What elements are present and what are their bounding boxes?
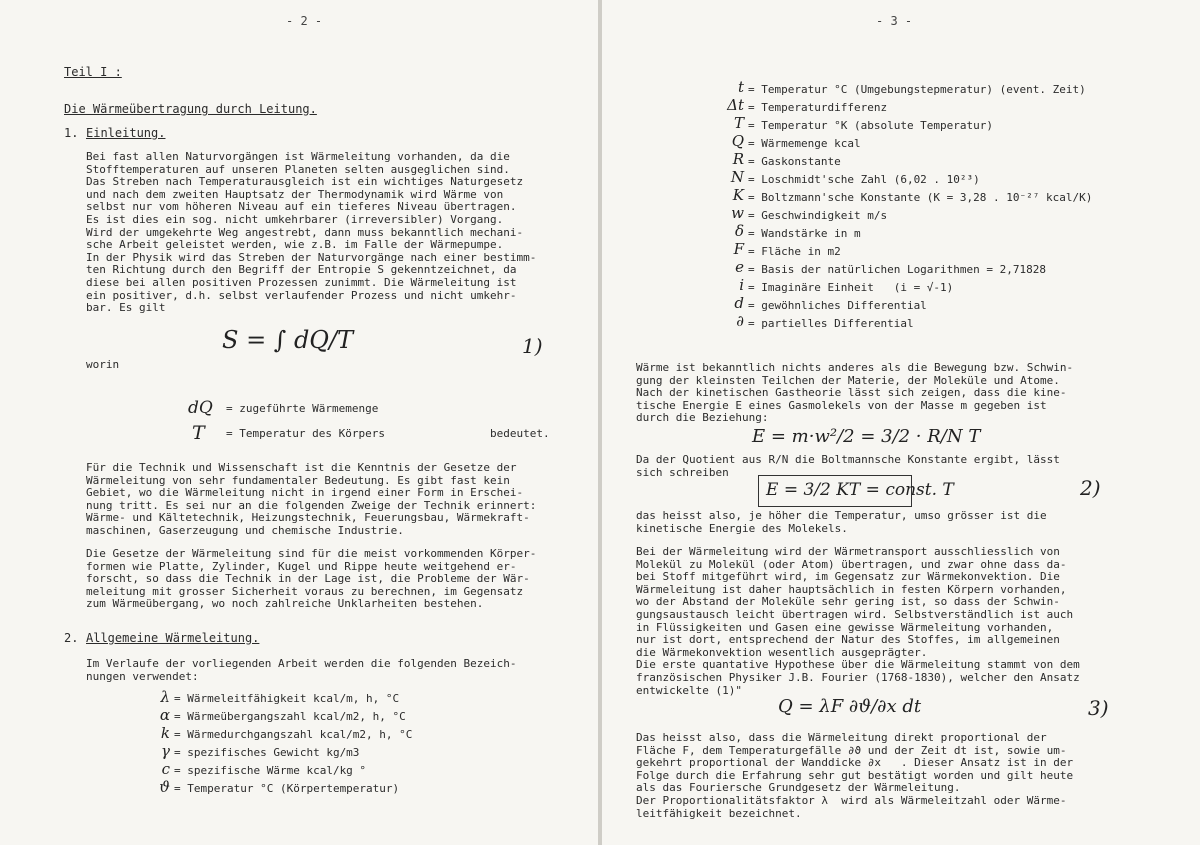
definition-partial: = partielles Differential (748, 317, 914, 330)
kinetic-paragraph: Wärme ist bekanntlich nichts anderes als die Bewegung bzw. Schwin- gung der kleinsten Teilchen der Materie, der Moleküle und Atome. Nach der kinetischen Gastheorie lässt sich zeigen, dass die kine- tische Energie E eines Gasmolekels von der Masse m gegeben ist durch die Beziehung: (636, 361, 1074, 425)
symbol-T: T (733, 114, 744, 132)
intro-paragraph: Bei fast allen Naturvorgängen ist Wärmeleitung vorhanden, da die Stofftemperaturen auf unseren Planeten selten ausgeglichen sind. Das Streben nach Temperaturausgleich ist ein wichtiges Naturgesetz und nach dem zweiten Hauptsatz der Thermodynamik wird Wärme von selbst nur vom höheren Niveau auf ein tieferes Niveau übertragen. Es ist dies ein sog. nicht umkehrbarer (irreversibler) Vorgang. Wird der umgekehrte Weg angestrebt, dann muss bekanntlich mechani- sche Arbeit geleistet werden, wie z.B. im Falle der Wärmepumpe. In der Physik wird das Streben der Naturvorgänge nach einer bestimm- ten Richtung durch den Begriff der Entropie S gekenntzeichnet, da diese bei allen positiven Prozessen zunimmt. Die Wärmeleitung ist ein positiver, d.h. selbst verlaufender Prozess und nicht umkehr- bar. Es gilt (86, 150, 537, 315)
symbol-R: R (732, 150, 744, 168)
definition-c: = spezifische Wärme kcal/kg ° (174, 764, 367, 777)
temperature-paragraph: das heisst also, je höher die Temperatur, umso grösser ist die kinetische Energie des Molekels. (636, 509, 1047, 535)
fourier-paragraph: Das heisst also, dass die Wärmeleitung direkt proportional der Fläche F, dem Temperaturgefälle ∂ϑ und der Zeit dt ist, sowie um- gekehrt proportional der Wanddicke ∂x . Dieser Ansatz ist in der Folge durch die Erfahrung sehr gut bestätigt worden und gilt heute als das Fouriersche Grundgesetz der Wärmeleitung. Der Proportionalitätsfaktor λ wird als Wärmeleitzahl oder Wärme- leitfähigkeit bezeichnet. (636, 731, 1074, 820)
symbol-dq: dQ (188, 398, 213, 418)
symbol-t-small: t (737, 78, 744, 96)
symbol-partial: ∂ (736, 312, 744, 330)
part-heading: Teil I : (64, 65, 122, 79)
page-number: - 2 - (286, 14, 323, 28)
symbol-F: F (733, 240, 744, 258)
symbol-d: d (734, 294, 744, 312)
definition-t: = Temperatur des Körpers (226, 427, 385, 440)
page-number: - 3 - (876, 14, 913, 28)
definition-i: = Imaginäre Einheit (i = √-1) (748, 281, 954, 294)
section1-title: Einleitung. (86, 126, 166, 140)
definition-e: = Basis der natürlichen Logarithmen = 2,71828 (748, 263, 1047, 276)
formula-1-number: 1) (522, 334, 543, 358)
symbol-c: c (161, 760, 170, 778)
formula-2-number: 2) (1080, 476, 1101, 500)
definition-theta: = Temperatur °C (Körpertemperatur) (174, 782, 400, 795)
quotient-paragraph: Da der Quotient aus R/N die Boltmannsche Konstante ergibt, lässt sich schreiben (636, 453, 1060, 479)
symbol-theta: ϑ (159, 778, 170, 796)
symbol-i: i (739, 276, 744, 294)
definition-d: = gewöhnliches Differential (748, 299, 927, 312)
energy-formula: E = m·w²/2 = 3/2 · R/N T (752, 426, 981, 447)
definition-N: = Loschmidt'sche Zahl (6,02 . 10²³) (748, 173, 980, 186)
bedeutet-label: bedeutet. (490, 427, 550, 440)
symbol-K: K (732, 186, 744, 204)
definition-dq: = zugeführte Wärmemenge (226, 402, 379, 415)
symbol-delta: δ (734, 222, 744, 240)
definition-lambda: = Wärmeleitfähigkeit kcal/m, h, °C (174, 692, 400, 705)
symbol-lambda: λ (160, 688, 170, 706)
formula-3-number: 3) (1088, 696, 1109, 720)
definition-w: = Geschwindigkeit m/s (748, 209, 888, 222)
symbol-Q: Q (731, 132, 744, 150)
entropy-formula: S = ∫ dQ/T (222, 326, 354, 354)
definition-Q: = Wärmemenge kcal (748, 137, 861, 150)
definition-t-small: = Temperatur °C (Umgebungstepmeratur) (event. Zeit) (748, 83, 1086, 96)
symbol-N: N (730, 168, 744, 186)
page-right (602, 0, 1200, 845)
formula-2: E = 3/2 KT = const. T (766, 480, 954, 500)
section2-intro: Im Verlaufe der vorliegenden Arbeit werden die folgenden Bezeich- nungen verwendet: (86, 657, 517, 683)
symbol-e: e (735, 258, 744, 276)
definition-k: = Wärmedurchgangszahl kcal/m2, h, °C (174, 728, 413, 741)
symbol-t: T (192, 422, 205, 444)
fourier-formula: Q = λF ∂ϑ/∂x dt (778, 696, 922, 717)
symbol-k: k (160, 724, 170, 742)
section1-number: 1. (64, 126, 79, 140)
section2-number: 2. (64, 631, 79, 645)
laws-paragraph: Die Gesetze der Wärmeleitung sind für die meist vorkommenden Körper- formen wie Platte, Zylinder, Kugel und Rippe heute weitgehend er- forscht, so dass die Technik in der Lage ist, die Probleme der Wär- meleitung mit grosser Sicherheit voraus zu berechnen, im Gegensatz zum Wärmeübergang, wo noch zahlreiche Unklarheiten bestehen. (86, 547, 537, 611)
topic-heading: Die Wärmeübertragung durch Leitung. (64, 102, 317, 116)
definition-gamma: = spezifisches Gewicht kg/m3 (174, 746, 360, 759)
symbol-w: w (731, 204, 744, 222)
worin-label: worin (86, 358, 120, 371)
definition-F: = Fläche in m2 (748, 245, 841, 258)
definition-K: = Boltzmann'sche Konstante (K = 3,28 . 10⁻²⁷ kcal/K) (748, 191, 1093, 204)
definition-R: = Gaskonstante (748, 155, 841, 168)
technology-paragraph: Für die Technik und Wissenschaft ist die Kenntnis der Gesetze der Wärmeleitung von sehr fundamentaler Bedeutung. Es gibt fast kein Gebiet, wo die Wärmeleitung nicht in irgend einer Form in Erschei- nung tritt. Es sei nur an die folgenden Zweige der Technik erinnert: Wärme- und Kältetechnik, Heizungstechnik, Feuerungsbau, Wärmekraft- maschinen, Gaserzeugung und chemische Industrie. (86, 461, 537, 537)
page-left (0, 0, 598, 845)
conduction-paragraph: Bei der Wärmeleitung wird der Wärmetransport ausschliesslich von Molekül zu Molekül (oder Atom) übertragen, und zwar ohne dass da- bei Stoff mitgeführt wird, im Gegensatz zur Wärmekonvektion. Die Wärmeleitung ist daher hauptsächlich in festen Körpern vorhanden, wo der Abstand der Moleküle sehr gering ist, so dass der Schwin- gungsaustausch leicht übertragen wird. Selbstverständlich ist auch in Flüssigkeiten und Gasen eine gewisse Wärmeleitung vorhanden, nur ist dort, entsprechend der Natur des Stoffes, im allgemeinen die Wärmekonvektion wesentlich ausgeprägter. Die erste quantative Hypothese über die Wärmeleitung stammt von dem französischen Physiker J.B. Fourier (1768-1830), welcher den Ansatz entwickelte (1)" (636, 545, 1080, 697)
symbol-gamma: γ (161, 742, 170, 760)
section2-title: Allgemeine Wärmeleitung. (86, 631, 260, 645)
definition-delta-t: = Temperaturdifferenz (748, 101, 888, 114)
definition-T: = Temperatur °K (absolute Temperatur) (748, 119, 994, 132)
definition-alpha: = Wärmeübergangszahl kcal/m2, h, °C (174, 710, 406, 723)
symbol-alpha: α (159, 706, 170, 724)
definition-delta: = Wandstärke in m (748, 227, 861, 240)
symbol-delta-t: Δt (727, 96, 744, 114)
